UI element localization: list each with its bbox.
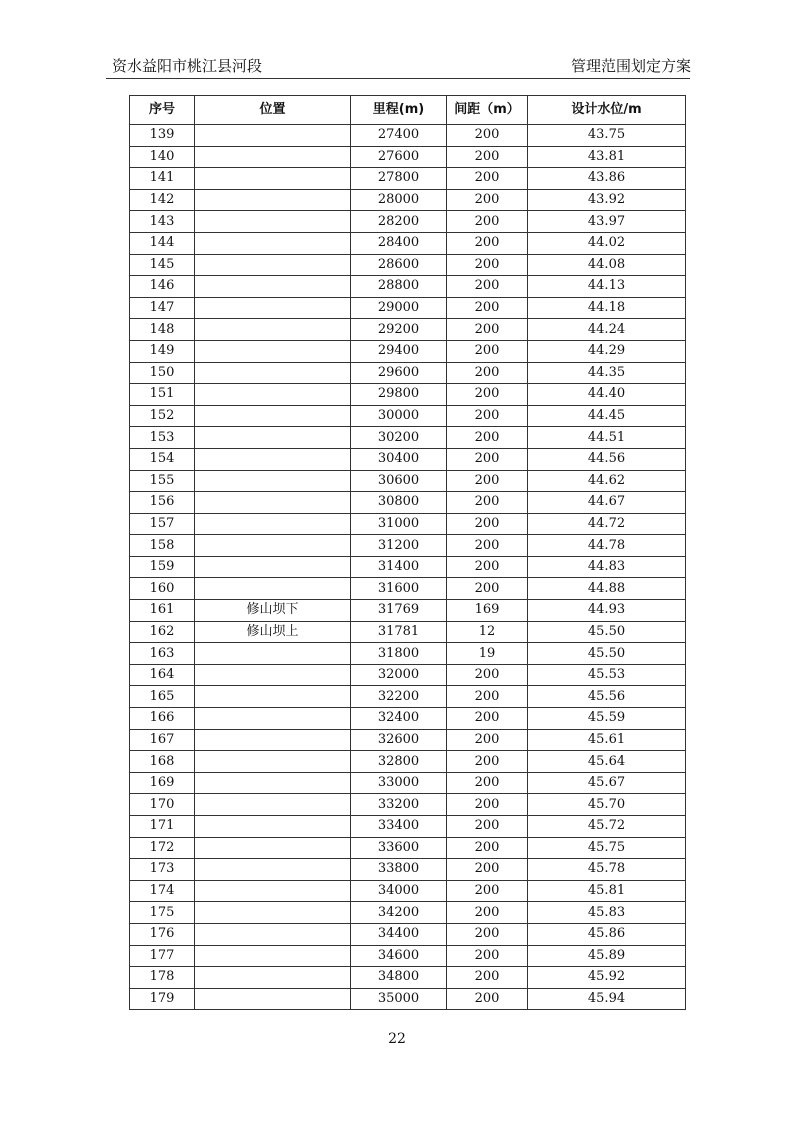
cell-mileage: 27400 [351, 125, 447, 147]
cell-mileage: 33000 [351, 772, 447, 794]
cell-mileage: 33800 [351, 859, 447, 881]
cell-spacing: 200 [447, 319, 528, 341]
cell-mileage: 30000 [351, 405, 447, 427]
cell-location: 修山坝上 [195, 621, 351, 643]
cell-location [195, 513, 351, 535]
cell-location [195, 254, 351, 276]
cell-water-level: 45.72 [528, 816, 686, 838]
cell-location [195, 319, 351, 341]
cell-index: 171 [130, 816, 195, 838]
cell-location [195, 708, 351, 730]
cell-index: 167 [130, 729, 195, 751]
table-header-row [130, 96, 686, 125]
table-row [130, 513, 686, 535]
cell-location [195, 340, 351, 362]
cell-water-level: 44.45 [528, 405, 686, 427]
table-row [130, 664, 686, 686]
cell-spacing: 200 [447, 880, 528, 902]
cell-location [195, 470, 351, 492]
table-row [130, 276, 686, 298]
cell-location [195, 405, 351, 427]
cell-water-level: 45.78 [528, 859, 686, 881]
cell-spacing: 200 [447, 254, 528, 276]
cell-index: 174 [130, 880, 195, 902]
cell-mileage: 33200 [351, 794, 447, 816]
table-row [130, 384, 686, 406]
cell-index: 175 [130, 902, 195, 924]
table-row [130, 211, 686, 233]
table-row [130, 859, 686, 881]
table-row [130, 816, 686, 838]
cell-water-level: 43.86 [528, 168, 686, 190]
table-row [130, 146, 686, 168]
cell-water-level: 44.88 [528, 578, 686, 600]
table-row [130, 794, 686, 816]
cell-location [195, 859, 351, 881]
cell-location [195, 772, 351, 794]
cell-index: 172 [130, 837, 195, 859]
table-row [130, 535, 686, 557]
cell-spacing: 200 [447, 211, 528, 233]
cell-water-level: 44.78 [528, 535, 686, 557]
cell-water-level: 43.75 [528, 125, 686, 147]
cell-mileage: 29400 [351, 340, 447, 362]
cell-spacing: 200 [447, 513, 528, 535]
cell-location [195, 578, 351, 600]
cell-index: 150 [130, 362, 195, 384]
cell-mileage: 30800 [351, 492, 447, 514]
cell-spacing: 200 [447, 297, 528, 319]
cell-location [195, 125, 351, 147]
cell-mileage: 32800 [351, 751, 447, 773]
table-row [130, 600, 686, 622]
cell-index: 178 [130, 967, 195, 989]
table-row [130, 643, 686, 665]
cell-location [195, 297, 351, 319]
cell-spacing: 200 [447, 362, 528, 384]
cell-index: 165 [130, 686, 195, 708]
cell-location [195, 686, 351, 708]
cell-location [195, 535, 351, 557]
cell-mileage: 28400 [351, 232, 447, 254]
table-row [130, 686, 686, 708]
table-row [130, 578, 686, 600]
cell-index: 151 [130, 384, 195, 406]
cell-index: 168 [130, 751, 195, 773]
table-row [130, 168, 686, 190]
cell-mileage: 30600 [351, 470, 447, 492]
cell-index: 166 [130, 708, 195, 730]
cell-mileage: 32200 [351, 686, 447, 708]
table-row [130, 880, 686, 902]
cell-water-level: 45.53 [528, 664, 686, 686]
cell-spacing: 200 [447, 988, 528, 1010]
cell-index: 156 [130, 492, 195, 514]
cell-spacing: 200 [447, 556, 528, 578]
table-row [130, 492, 686, 514]
cell-index: 161 [130, 600, 195, 622]
col-header-location: 位置 [195, 96, 351, 125]
table-row [130, 902, 686, 924]
header-rule [106, 78, 690, 79]
cell-mileage: 34000 [351, 880, 447, 902]
cell-mileage: 29000 [351, 297, 447, 319]
cell-location [195, 923, 351, 945]
cell-water-level: 44.18 [528, 297, 686, 319]
cell-index: 146 [130, 276, 195, 298]
cell-spacing: 200 [447, 664, 528, 686]
cell-index: 173 [130, 859, 195, 881]
cell-water-level: 45.75 [528, 837, 686, 859]
table-row [130, 232, 686, 254]
cell-water-level: 44.51 [528, 427, 686, 449]
cell-water-level: 45.64 [528, 751, 686, 773]
cell-index: 153 [130, 427, 195, 449]
cell-water-level: 45.59 [528, 708, 686, 730]
cell-water-level: 45.86 [528, 923, 686, 945]
cell-spacing: 200 [447, 945, 528, 967]
cell-mileage: 31200 [351, 535, 447, 557]
cell-location [195, 837, 351, 859]
cell-location [195, 211, 351, 233]
cell-spacing: 200 [447, 146, 528, 168]
cell-location [195, 988, 351, 1010]
cell-mileage: 29800 [351, 384, 447, 406]
cell-spacing: 200 [447, 708, 528, 730]
cell-water-level: 44.93 [528, 600, 686, 622]
cell-location [195, 168, 351, 190]
cell-location [195, 902, 351, 924]
col-header-design-water-level: 设计水位/m [528, 96, 686, 125]
cell-mileage: 28800 [351, 276, 447, 298]
cell-mileage: 29600 [351, 362, 447, 384]
cell-water-level: 44.13 [528, 276, 686, 298]
cell-index: 157 [130, 513, 195, 535]
cell-spacing: 200 [447, 405, 528, 427]
cell-water-level: 44.24 [528, 319, 686, 341]
cell-mileage: 35000 [351, 988, 447, 1010]
cell-water-level: 45.94 [528, 988, 686, 1010]
table-row [130, 340, 686, 362]
cell-index: 142 [130, 189, 195, 211]
cell-mileage: 34400 [351, 923, 447, 945]
cell-water-level: 45.81 [528, 880, 686, 902]
table-row [130, 837, 686, 859]
cell-index: 162 [130, 621, 195, 643]
cell-spacing: 200 [447, 967, 528, 989]
cell-location [195, 643, 351, 665]
cell-spacing: 19 [447, 643, 528, 665]
table-row [130, 556, 686, 578]
cell-water-level: 45.89 [528, 945, 686, 967]
cell-spacing: 200 [447, 232, 528, 254]
table-row [130, 448, 686, 470]
cell-water-level: 44.08 [528, 254, 686, 276]
cell-mileage: 32600 [351, 729, 447, 751]
cell-spacing: 12 [447, 621, 528, 643]
cell-index: 176 [130, 923, 195, 945]
cell-location: 修山坝下 [195, 600, 351, 622]
cell-index: 143 [130, 211, 195, 233]
cell-index: 155 [130, 470, 195, 492]
cell-location [195, 729, 351, 751]
table-row [130, 621, 686, 643]
cell-spacing: 200 [447, 448, 528, 470]
cell-index: 169 [130, 772, 195, 794]
cell-spacing: 200 [447, 923, 528, 945]
cell-spacing: 200 [447, 578, 528, 600]
table-row [130, 189, 686, 211]
table-row [130, 923, 686, 945]
cell-spacing: 200 [447, 340, 528, 362]
cell-location [195, 448, 351, 470]
cell-mileage: 33400 [351, 816, 447, 838]
cell-water-level: 45.67 [528, 772, 686, 794]
cell-water-level: 44.83 [528, 556, 686, 578]
cell-spacing: 200 [447, 729, 528, 751]
table-row [130, 470, 686, 492]
cell-index: 152 [130, 405, 195, 427]
cell-spacing: 200 [447, 751, 528, 773]
cell-spacing: 200 [447, 794, 528, 816]
cell-location [195, 362, 351, 384]
cell-location [195, 751, 351, 773]
table-row [130, 319, 686, 341]
cell-index: 144 [130, 232, 195, 254]
cell-water-level: 43.97 [528, 211, 686, 233]
cell-location [195, 492, 351, 514]
cell-index: 177 [130, 945, 195, 967]
cell-water-level: 45.50 [528, 643, 686, 665]
cell-spacing: 200 [447, 125, 528, 147]
cell-spacing: 200 [447, 470, 528, 492]
table-row [130, 967, 686, 989]
cell-spacing: 200 [447, 276, 528, 298]
cell-mileage: 30400 [351, 448, 447, 470]
cell-index: 163 [130, 643, 195, 665]
cell-location [195, 384, 351, 406]
cell-water-level: 43.92 [528, 189, 686, 211]
cell-water-level: 44.02 [528, 232, 686, 254]
cell-index: 145 [130, 254, 195, 276]
cell-mileage: 32400 [351, 708, 447, 730]
col-header-index: 序号 [130, 96, 195, 125]
table-row [130, 729, 686, 751]
cell-spacing: 169 [447, 600, 528, 622]
cell-index: 159 [130, 556, 195, 578]
cell-water-level: 44.62 [528, 470, 686, 492]
col-header-mileage: 里程(m) [351, 96, 447, 125]
table-row [130, 772, 686, 794]
cell-location [195, 945, 351, 967]
cell-index: 141 [130, 168, 195, 190]
cell-mileage: 31400 [351, 556, 447, 578]
cell-location [195, 816, 351, 838]
table-row [130, 945, 686, 967]
cell-location [195, 276, 351, 298]
header-section-title: 管理范围划定方案 [570, 57, 691, 75]
cell-spacing: 200 [447, 772, 528, 794]
cell-mileage: 31769 [351, 600, 447, 622]
cell-spacing: 200 [447, 686, 528, 708]
cell-index: 147 [130, 297, 195, 319]
cell-water-level: 45.50 [528, 621, 686, 643]
cell-spacing: 200 [447, 535, 528, 557]
cell-index: 154 [130, 448, 195, 470]
cell-mileage: 33600 [351, 837, 447, 859]
cell-mileage: 32000 [351, 664, 447, 686]
cell-mileage: 31000 [351, 513, 447, 535]
cell-location [195, 664, 351, 686]
cell-mileage: 28000 [351, 189, 447, 211]
cell-water-level: 43.81 [528, 146, 686, 168]
cell-mileage: 28200 [351, 211, 447, 233]
cell-mileage: 31800 [351, 643, 447, 665]
cell-water-level: 44.40 [528, 384, 686, 406]
cell-index: 160 [130, 578, 195, 600]
cell-mileage: 27600 [351, 146, 447, 168]
cell-water-level: 44.72 [528, 513, 686, 535]
water-level-table [129, 95, 686, 1010]
cell-mileage: 34200 [351, 902, 447, 924]
cell-index: 170 [130, 794, 195, 816]
cell-mileage: 34800 [351, 967, 447, 989]
table-row [130, 362, 686, 384]
table-row [130, 988, 686, 1010]
cell-index: 148 [130, 319, 195, 341]
cell-index: 158 [130, 535, 195, 557]
table-row [130, 427, 686, 449]
cell-index: 179 [130, 988, 195, 1010]
cell-spacing: 200 [447, 427, 528, 449]
cell-mileage: 30200 [351, 427, 447, 449]
cell-water-level: 44.29 [528, 340, 686, 362]
cell-spacing: 200 [447, 816, 528, 838]
table-row [130, 708, 686, 730]
cell-location [195, 556, 351, 578]
cell-location [195, 189, 351, 211]
cell-location [195, 794, 351, 816]
cell-spacing: 200 [447, 902, 528, 924]
cell-location [195, 967, 351, 989]
cell-mileage: 31781 [351, 621, 447, 643]
col-header-spacing: 间距（m） [447, 96, 528, 125]
page-number: 22 [388, 1031, 406, 1047]
cell-mileage: 29200 [351, 319, 447, 341]
cell-index: 140 [130, 146, 195, 168]
cell-water-level: 44.67 [528, 492, 686, 514]
cell-mileage: 28600 [351, 254, 447, 276]
cell-spacing: 200 [447, 492, 528, 514]
cell-spacing: 200 [447, 859, 528, 881]
cell-water-level: 45.70 [528, 794, 686, 816]
cell-water-level: 45.56 [528, 686, 686, 708]
cell-water-level: 45.83 [528, 902, 686, 924]
cell-water-level: 44.56 [528, 448, 686, 470]
cell-spacing: 200 [447, 837, 528, 859]
cell-mileage: 31600 [351, 578, 447, 600]
cell-water-level: 44.35 [528, 362, 686, 384]
cell-mileage: 27800 [351, 168, 447, 190]
cell-mileage: 34600 [351, 945, 447, 967]
cell-spacing: 200 [447, 384, 528, 406]
table-row [130, 297, 686, 319]
cell-index: 149 [130, 340, 195, 362]
table-row [130, 125, 686, 147]
cell-location [195, 146, 351, 168]
cell-location [195, 427, 351, 449]
cell-spacing: 200 [447, 168, 528, 190]
table-row [130, 405, 686, 427]
table-row [130, 751, 686, 773]
header-document-title: 资水益阳市桃江县河段 [112, 57, 263, 75]
cell-spacing: 200 [447, 189, 528, 211]
cell-index: 164 [130, 664, 195, 686]
table-row [130, 254, 686, 276]
cell-location [195, 880, 351, 902]
cell-index: 139 [130, 125, 195, 147]
cell-location [195, 232, 351, 254]
cell-water-level: 45.92 [528, 967, 686, 989]
cell-water-level: 45.61 [528, 729, 686, 751]
